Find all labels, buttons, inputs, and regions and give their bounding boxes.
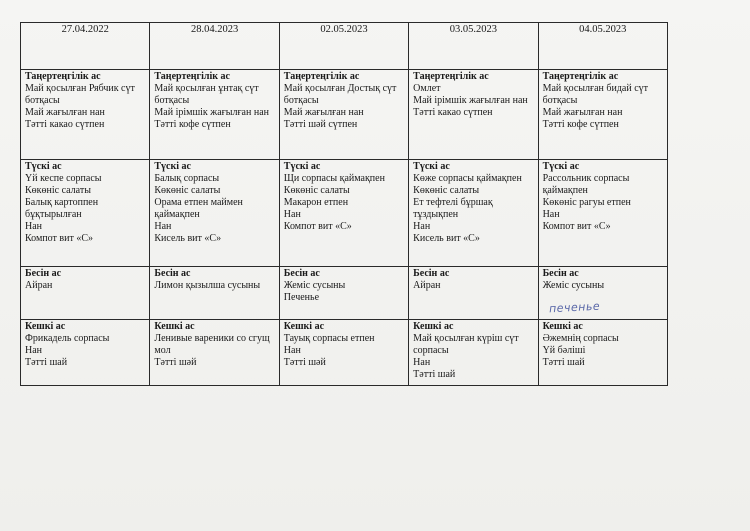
dish-item: Кисель вит «С» bbox=[154, 233, 222, 244]
dish-item: Май жағылған нан bbox=[25, 107, 105, 118]
dish-item: Май ірімшік жағылған нан bbox=[154, 107, 269, 118]
menu-cell bbox=[409, 70, 538, 160]
meal-row-breakfast bbox=[21, 70, 668, 160]
dish-item: Тауық сорпасы етпен bbox=[283, 333, 375, 344]
meal-row-dinner bbox=[21, 320, 668, 386]
dish-item: Май қосылған күріш сүт сорпасы bbox=[413, 333, 519, 356]
dish-item: Компот вит «С» bbox=[25, 233, 94, 244]
menu-cell bbox=[279, 320, 408, 386]
meal-row-lunch bbox=[21, 160, 668, 267]
dish-item: Тәтті какао сүтпен bbox=[25, 119, 105, 130]
meal-title: Кешкі ас bbox=[154, 321, 195, 332]
dish-item: Тәтті кофе сүтпен bbox=[154, 119, 231, 130]
meal-title: Таңертеңгілік ас bbox=[283, 71, 360, 82]
menu-cell bbox=[538, 320, 667, 386]
dish-item: Тәтті шәй bbox=[154, 357, 197, 368]
dish-item: Көкөніс рагуы етпен bbox=[542, 197, 631, 208]
dish-item: Май жағылған нан bbox=[542, 107, 623, 118]
dish-item: Үй бәліші bbox=[542, 345, 586, 356]
meal-title: Түскі ас bbox=[413, 161, 450, 172]
dish-item: Тәтті шай bbox=[413, 369, 456, 380]
menu-cell bbox=[538, 160, 667, 267]
meal-title: Бесін ас bbox=[542, 268, 579, 279]
dish-item: Балық сорпасы bbox=[154, 173, 220, 184]
dish-item: Көкөніс салаты bbox=[283, 185, 350, 196]
dish-item: Май ірімшік жағылған нан bbox=[413, 95, 528, 106]
dish-item: Ленивые вареники со сгущ мол bbox=[154, 333, 270, 356]
menu-cell bbox=[150, 320, 279, 386]
dish-item: Орама етпен маймен қаймақпен bbox=[154, 197, 243, 220]
dish-item: Жеміс сусыны bbox=[542, 280, 605, 291]
date-header: 04.05.2023 bbox=[538, 23, 667, 70]
meal-title: Түскі ас bbox=[25, 161, 62, 172]
dish-item: Нан bbox=[283, 345, 301, 356]
meal-title: Түскі ас bbox=[154, 161, 191, 172]
handwritten-note: печенье bbox=[548, 299, 601, 316]
dish-item: Нан bbox=[283, 209, 301, 220]
dish-item: Щи сорпасы қаймақпен bbox=[283, 173, 385, 184]
meal-title: Түскі ас bbox=[542, 161, 580, 172]
dish-item: Әжемнің сорпасы bbox=[542, 333, 619, 344]
meal-title: Бесін ас bbox=[25, 268, 62, 279]
meal-title: Кешкі ас bbox=[283, 321, 325, 332]
menu-cell bbox=[150, 267, 279, 320]
meal-title: Бесін ас bbox=[154, 268, 191, 279]
dish-item: Омлет bbox=[413, 83, 441, 94]
dish-item: Көкөніс салаты bbox=[25, 185, 91, 196]
dish-item: Компот вит «С» bbox=[542, 221, 611, 232]
menu-table bbox=[20, 22, 668, 386]
dish-item: Нан bbox=[542, 209, 560, 220]
meal-title: Кешкі ас bbox=[413, 321, 454, 332]
dish-item: Нан bbox=[25, 221, 43, 232]
date-header-row bbox=[21, 23, 668, 70]
date-header: 28.04.2023 bbox=[150, 23, 279, 70]
menu-cell bbox=[279, 160, 408, 267]
menu-cell bbox=[279, 267, 408, 320]
dish-item: Май жағылған нан bbox=[283, 107, 364, 118]
dish-item: Компот вит «С» bbox=[283, 221, 352, 232]
meal-title: Түскі ас bbox=[283, 161, 321, 172]
dish-item: Айран bbox=[25, 280, 53, 291]
menu-cell bbox=[150, 160, 279, 267]
dish-item: Рассольник сорпасы қаймақпен bbox=[542, 173, 630, 196]
dish-item: Нан bbox=[25, 345, 43, 356]
dish-item: Макарон етпен bbox=[283, 197, 349, 208]
menu-cell bbox=[409, 320, 538, 386]
dish-item: Ет тефтелі бұршақ тұздықпен bbox=[413, 197, 493, 220]
dish-item: Кисель вит «С» bbox=[413, 233, 480, 244]
dish-item: Май қосылған ұнтақ сүт ботқасы bbox=[154, 83, 259, 106]
meal-title: Таңертеңгілік ас bbox=[154, 71, 230, 82]
menu-cell bbox=[21, 70, 150, 160]
menu-cell bbox=[538, 70, 667, 160]
meal-title: Таңертеңгілік ас bbox=[25, 71, 101, 82]
meal-title: Таңертеңгілік ас bbox=[542, 71, 619, 82]
menu-cell bbox=[21, 160, 150, 267]
menu-cell bbox=[21, 267, 150, 320]
menu-cell bbox=[150, 70, 279, 160]
dish-item: Үй кеспе сорпасы bbox=[25, 173, 102, 184]
meal-title: Бесін ас bbox=[413, 268, 450, 279]
dish-item: Нан bbox=[413, 221, 431, 232]
dish-item: Айран bbox=[413, 280, 441, 291]
dish-item: Май қосылған Рябчик сүт ботқасы bbox=[25, 83, 135, 106]
meal-title: Бесін ас bbox=[283, 268, 320, 279]
menu-cell bbox=[409, 267, 538, 320]
meal-title: Кешкі ас bbox=[542, 321, 583, 332]
menu-cell bbox=[279, 70, 408, 160]
meal-title: Таңертеңгілік ас bbox=[413, 71, 489, 82]
dish-item: Печенье bbox=[283, 292, 320, 303]
dish-item: Тәтті какао сүтпен bbox=[413, 107, 493, 118]
dish-item: Май қосылған бидай сүт ботқасы bbox=[542, 83, 649, 106]
dish-item: Көкөніс салаты bbox=[154, 185, 221, 196]
dish-item: Көкөніс салаты bbox=[413, 185, 480, 196]
menu-cell bbox=[21, 320, 150, 386]
dish-item: Нан bbox=[154, 221, 172, 232]
dish-item: Тәтті шәй bbox=[283, 357, 326, 368]
date-header: 03.05.2023 bbox=[409, 23, 538, 70]
date-header: 02.05.2023 bbox=[279, 23, 408, 70]
dish-item: Фрикадель сорпасы bbox=[25, 333, 110, 344]
dish-item: Лимон қызылша сусыны bbox=[154, 280, 261, 291]
dish-item: Тәтті шәй сүтпен bbox=[283, 119, 358, 130]
dish-item: Нан bbox=[413, 357, 431, 368]
dish-item: Тәтті шай bbox=[542, 357, 585, 368]
menu-cell bbox=[409, 160, 538, 267]
dish-item: Тәтті шай bbox=[25, 357, 68, 368]
date-header: 27.04.2022 bbox=[21, 23, 150, 70]
dish-item: Балық картоппен бұқтырылған bbox=[25, 197, 99, 220]
dish-item: Жеміс сусыны bbox=[283, 280, 346, 291]
dish-item: Май қосылған Достық сүт ботқасы bbox=[283, 83, 397, 106]
meal-title: Кешкі ас bbox=[25, 321, 66, 332]
dish-item: Тәтті кофе сүтпен bbox=[542, 119, 619, 130]
dish-item: Көже сорпасы қаймақпен bbox=[413, 173, 522, 184]
